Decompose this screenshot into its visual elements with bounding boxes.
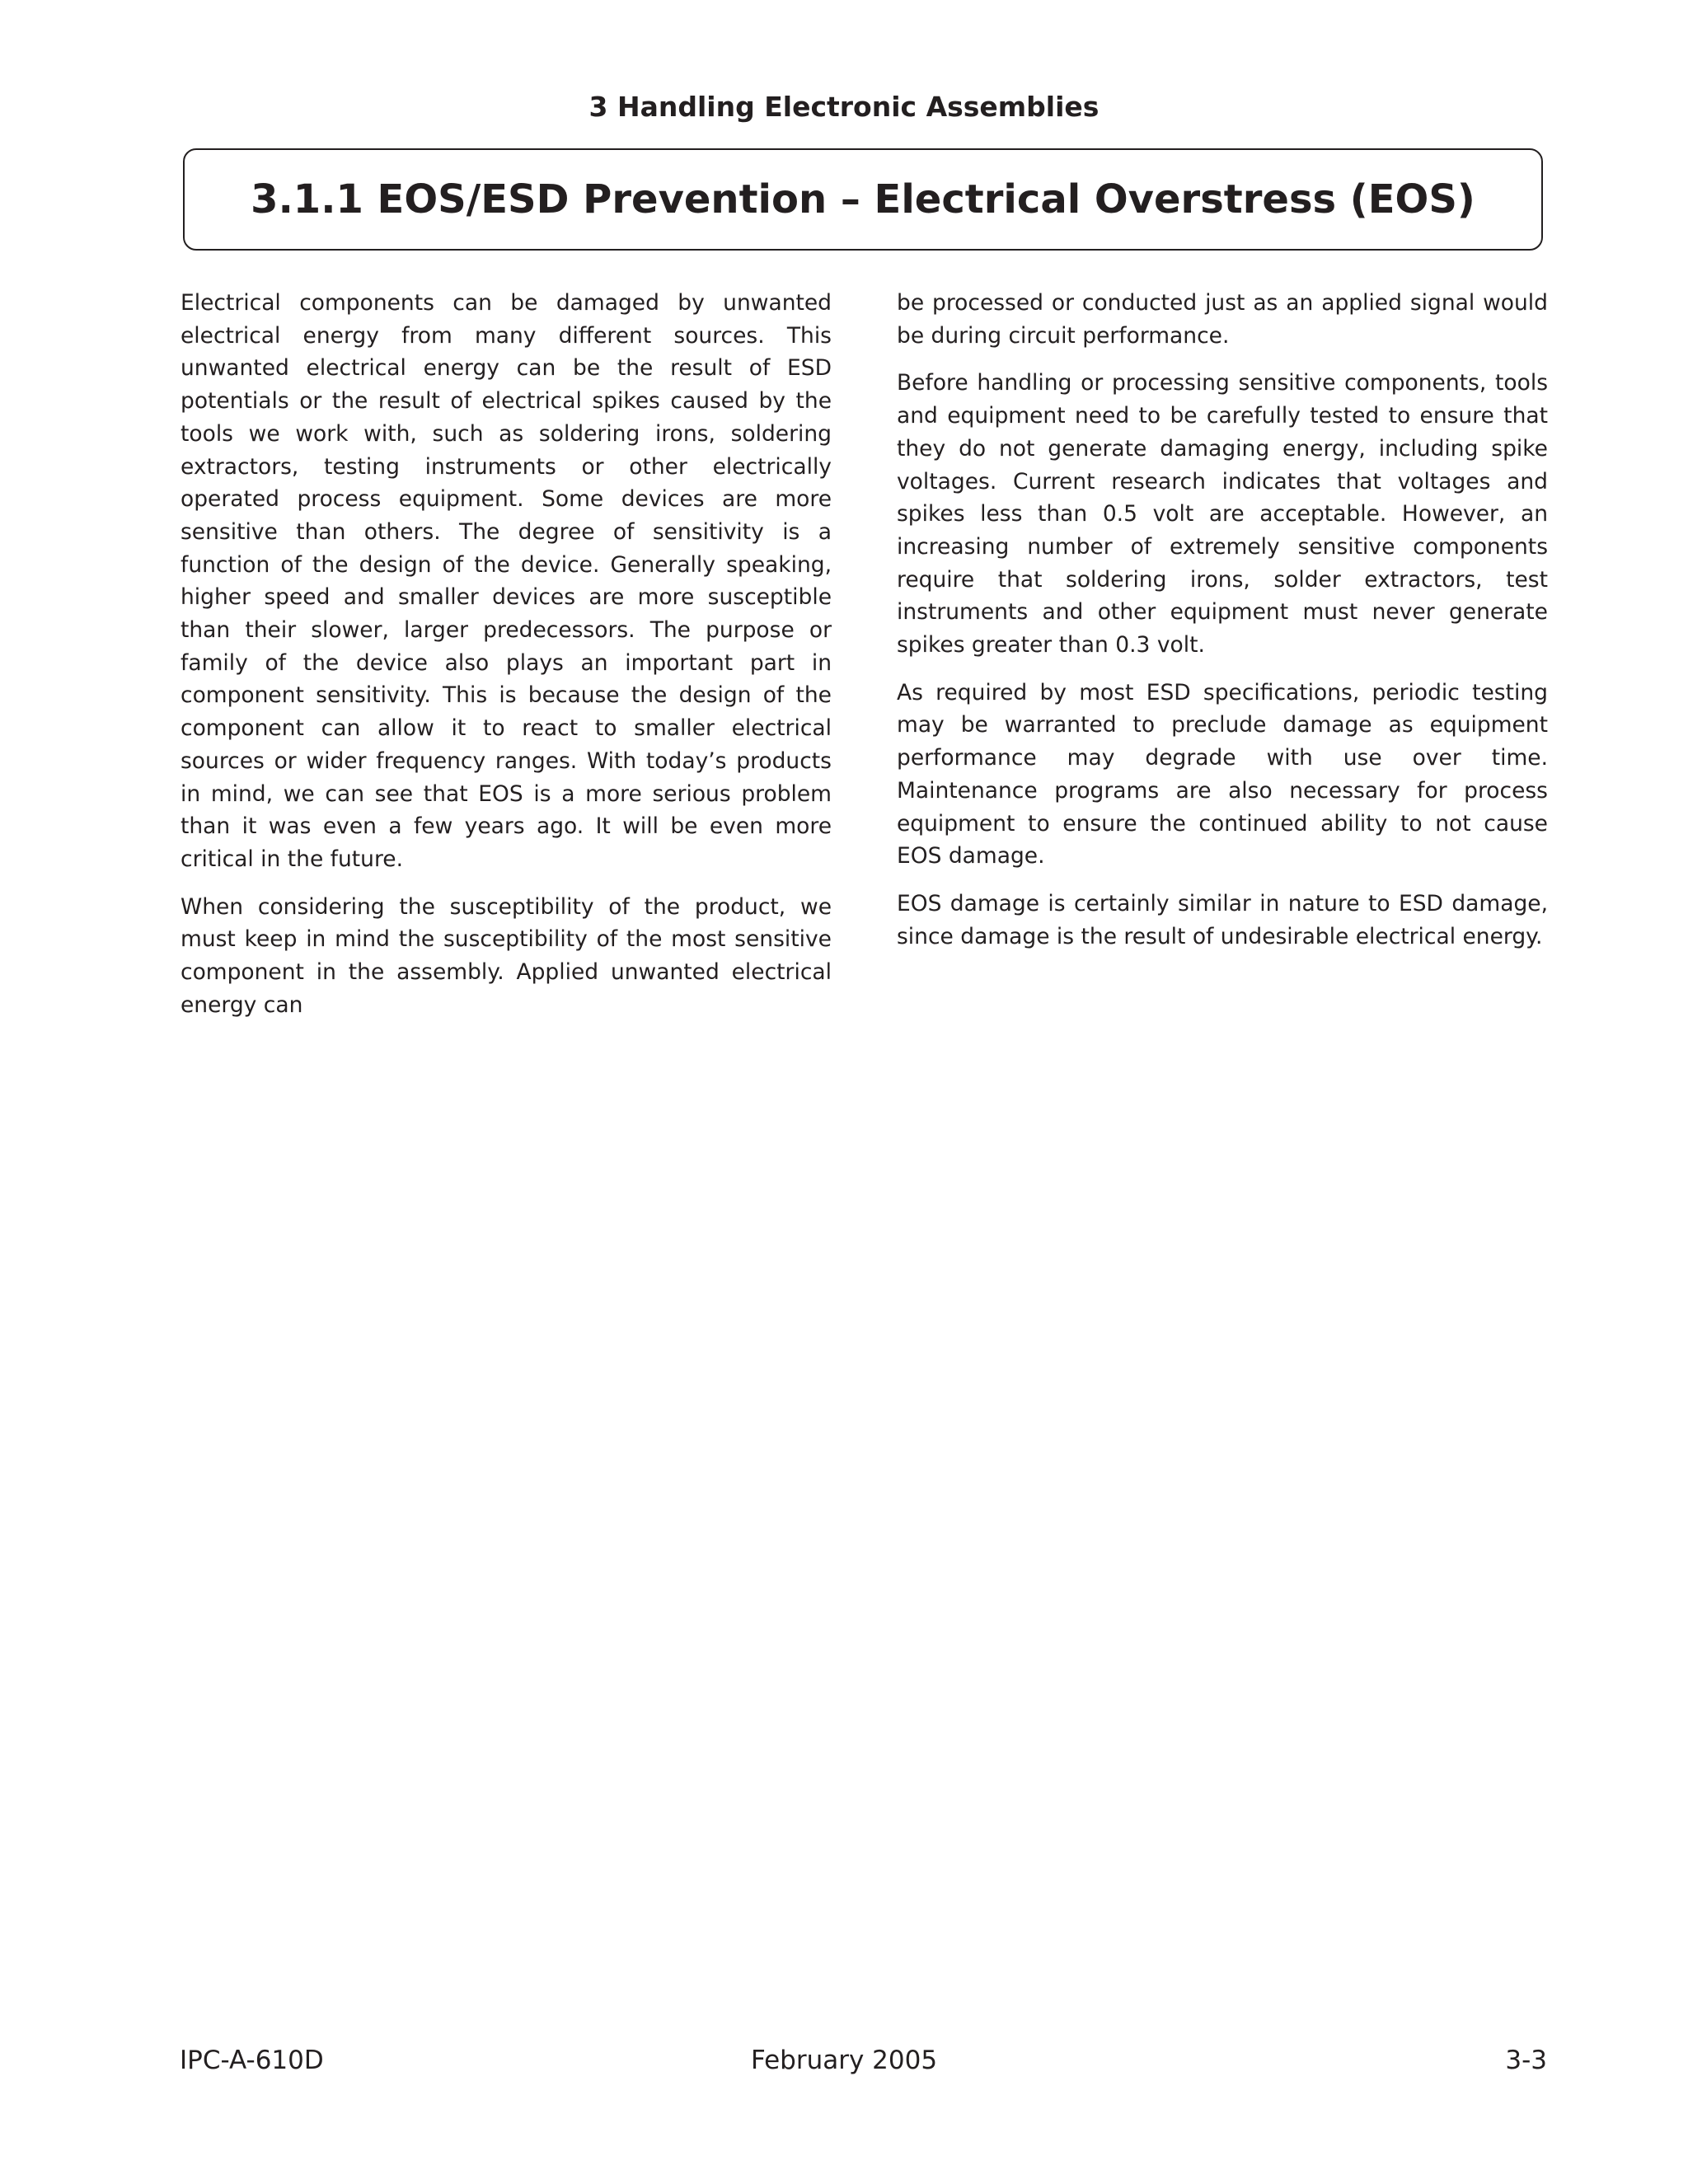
paragraph: Electrical components can be damaged by unwanted electrical energy from many different sources. This unwanted electrical energy can be the result of ESD potentials or the result of electrical spikes caused by the tools we work with, such as soldering irons, soldering extractors, testing instruments or other electrically operated process equipment. Some devices are more sensitive than others. The degree of sensitivity is a function of the design of the device. Generally speaking, higher speed and smaller devices are more susceptible than their slower, larger predecessors. The purpose or family of the device also plays an important part in component sensitivity. This is because the design of the component can allow it to react to smaller electrical sources or wider frequency ranges. With today’s products in mind, we can see that EOS is a more serious problem than it was even a few years ago. It will be even more critical in the future. [181, 290, 832, 872]
section-title-box [183, 148, 1543, 251]
paragraph: As required by most ESD specifications, periodic testing may be warranted to preclude damage as equipment performance may degrade with use over time. Maintenance programs are also necessary for process equipment to ensure the continued ability to not cause EOS damage. [897, 679, 1548, 869]
paragraph: When considering the susceptibility of the product, we must keep in mind the susceptibility of the most sensitive component in the assembly. Applied unwanted electrical energy can [181, 893, 832, 1018]
section-title: 3.1.1 EOS/ESD Prevention – Electrical Overstress (EOS) [251, 176, 1475, 223]
left-column [181, 287, 832, 1036]
running-head: 3 Handling Electronic Assemblies [588, 91, 1100, 123]
paragraph: Before handling or processing sensitive components, tools and equipment need to be carefully tested to ensure that they do not generate damaging energy, including spike voltages. Current research indicates that voltages and spikes less than 0.5 volt are acceptable. However, an increasing number of extremely sensitive components require that soldering irons, solder extractors, test instruments and other equipment must never generate spikes greater than 0.3 volt. [897, 370, 1548, 658]
paragraph: EOS damage is certainly similar in nature to ESD damage, since damage is the result of undesirable electrical energy. [897, 890, 1548, 949]
paragraph: be processed or conducted just as an applied signal would be during circuit performance. [897, 290, 1548, 349]
right-column [897, 287, 1548, 968]
footer-date: February 2005 [750, 2046, 938, 2075]
footer-document-id: IPC-A-610D [180, 2046, 324, 2075]
footer-page-number: 3-3 [1505, 2046, 1547, 2075]
